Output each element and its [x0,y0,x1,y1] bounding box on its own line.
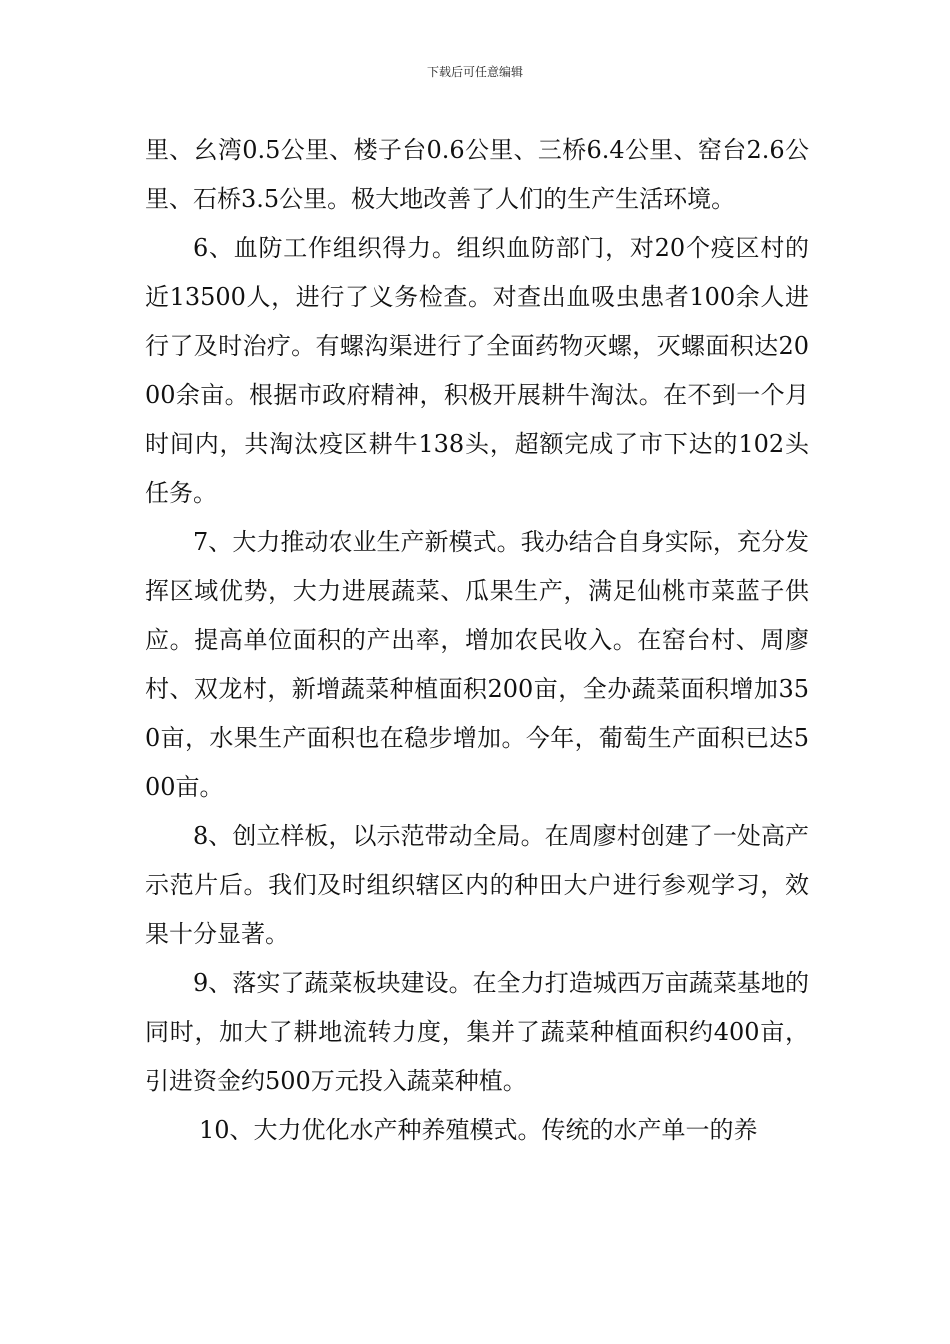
document-body [145,126,809,1155]
page-header: 下载后可任意编辑 [426,65,523,79]
paragraph-item-10: 10、大力优化水产种养殖模式。传统的水产单一的养 [199,1116,758,1144]
paragraph-item-7: 7、大力推动农业生产新模式。我办结合自身实际，充分发挥区域优势，大力进展蔬菜、瓜果生产，满足仙桃市菜蓝子供应。提高单位面积的产出率，增加农民收入。在窑台村、周廖村、双龙村，新增蔬菜种植面积200亩，全办蔬菜面积增加350亩，水果生产面积也在稳步增加。今年，葡萄生产面积已达500亩。 [145,528,809,801]
paragraph-continuation: 里、幺湾0.5公里、楼子台0.6公里、三桥6.4公里、窑台2.6公里、石桥3.5公里。极大地改善了人们的生产生活环境。 [145,136,809,213]
paragraph-item-8: 8、创立样板，以示范带动全局。在周廖村创建了一处高产示范片后。我们及时组织辖区内的种田大户进行参观学习，效果十分显著。 [145,822,809,948]
paragraph-item-9: 9、落实了蔬菜板块建设。在全力打造城西万亩蔬菜基地的同时，加大了耕地流转力度，集并了蔬菜种植面积约400亩，引进资金约500万元投入蔬菜种植。 [145,969,809,1095]
paragraph-item-6: 6、血防工作组织得力。组织血防部门，对20个疫区村的近13500人，进行了义务检查。对查出血吸虫患者100余人进行了及时治疗。有螺沟渠进行了全面药物灭螺，灭螺面积达2000余亩。根据市政府精神，积极开展耕牛淘汰。在不到一个月时间内，共淘汰疫区耕牛138头，超额完成了市下达的102头任务。 [145,234,809,507]
